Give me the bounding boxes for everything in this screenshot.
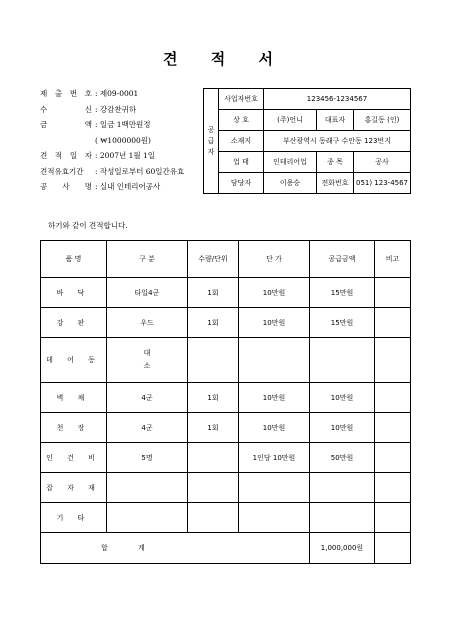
info-value: : 실내 인테리어공사 xyxy=(95,182,161,191)
cell-note xyxy=(375,308,411,338)
total-row xyxy=(41,533,411,564)
cell-amount: 10만원 xyxy=(310,383,375,413)
info-row-submit-no xyxy=(40,86,210,102)
info-row-validity xyxy=(40,164,210,180)
cell-note xyxy=(375,473,411,503)
ceo-label: 대표자 xyxy=(317,110,354,131)
manager-label: 담당자 xyxy=(219,173,264,194)
info-row-recipient xyxy=(40,102,210,118)
statement-text: 하기와 같이 견적합니다. xyxy=(48,221,128,230)
info-value: ( ₩1000000원) xyxy=(95,135,151,145)
business-type-label: 업 태 xyxy=(219,152,264,173)
cell-price: 10만원 xyxy=(239,413,310,443)
info-label: 공 사 명 xyxy=(40,182,92,191)
cell-price: 1인당 10만원 xyxy=(239,443,310,473)
cell-price xyxy=(239,338,310,383)
ceo-value: 홍길동 (인) xyxy=(354,110,411,131)
cell-qty: 1회 xyxy=(188,308,239,338)
cell-kind xyxy=(107,473,188,503)
info-value: : 일금 1백만원정 xyxy=(95,120,151,129)
company-value: (주)언니 xyxy=(264,110,317,131)
address-value: 부산광역시 동래구 수안동 123번지 xyxy=(264,131,411,152)
table-row xyxy=(41,503,411,533)
biz-no-value: 123456-1234567 xyxy=(264,89,411,110)
info-label xyxy=(40,133,92,149)
info-value: : 작성일로부터 60일간유효 xyxy=(95,166,185,176)
cell-amount: 10만원 xyxy=(310,413,375,443)
info-value: : 2007년 1월 1일 xyxy=(95,151,156,160)
cell-amount: 15만원 xyxy=(310,278,375,308)
total-label: 합 계 xyxy=(41,533,310,564)
cell-note xyxy=(375,383,411,413)
cell-name: 강 판 xyxy=(41,308,107,338)
info-label: 수 신 xyxy=(40,104,92,114)
cell-price xyxy=(239,473,310,503)
table-row xyxy=(41,338,411,383)
cell-qty: 1회 xyxy=(188,278,239,308)
total-amount: 1,000,000원 xyxy=(310,533,375,564)
cell-price: 10만원 xyxy=(239,308,310,338)
cell-kind: 우드 xyxy=(107,308,188,338)
total-note xyxy=(375,533,411,564)
header-supply-amount: 공급금액 xyxy=(310,241,375,278)
info-label: 견 적 일 자 xyxy=(40,151,92,160)
info-label: 견적유효기간 xyxy=(40,166,84,176)
cell-qty xyxy=(188,443,239,473)
cell-qty: 1회 xyxy=(188,413,239,443)
info-row-project xyxy=(40,179,210,195)
cell-note xyxy=(375,503,411,533)
info-row-amount-number xyxy=(40,133,210,149)
phone-label: 전화번호 xyxy=(317,173,354,194)
business-item-label: 종 목 xyxy=(317,152,354,173)
cell-name: 벽 채 xyxy=(41,383,107,413)
table-row xyxy=(41,383,411,413)
business-type-value: 인테리어업 xyxy=(264,152,317,173)
cell-kind: 5명 xyxy=(107,443,188,473)
cell-kind: 대 소 xyxy=(107,338,188,383)
cell-amount: 50만원 xyxy=(310,443,375,473)
cell-qty: 1회 xyxy=(188,383,239,413)
header-quantity: 수량/단위 xyxy=(188,241,239,278)
info-label: 금 액 xyxy=(40,120,92,129)
items-table xyxy=(40,240,411,564)
document-title: 견 적 서 xyxy=(163,50,287,68)
cell-amount xyxy=(310,503,375,533)
manager-value: 이용승 xyxy=(264,173,317,194)
cell-name: 잡 자 재 xyxy=(41,473,107,503)
header-item-name: 품 명 xyxy=(41,241,107,278)
supplier-table xyxy=(203,88,411,194)
side-char: 자 xyxy=(207,147,215,156)
cell-qty xyxy=(188,338,239,383)
table-header-row xyxy=(41,241,411,278)
cell-name: 기 타 xyxy=(41,503,107,533)
address-label: 소재지 xyxy=(219,131,264,152)
quote-info xyxy=(40,86,210,195)
cell-note xyxy=(375,413,411,443)
cell-name: 천 장 xyxy=(41,413,107,443)
cell-kind: 4군 xyxy=(107,413,188,443)
cell-price: 10만원 xyxy=(239,383,310,413)
side-char: 공 xyxy=(207,125,215,134)
table-row xyxy=(41,473,411,503)
cell-amount xyxy=(310,338,375,383)
biz-no-label: 사업자번호 xyxy=(219,89,264,110)
supplier-side-label xyxy=(204,89,219,194)
info-row-date xyxy=(40,148,210,164)
table-row xyxy=(41,443,411,473)
company-label: 상 호 xyxy=(219,110,264,131)
cell-name: 데 어 동 xyxy=(41,338,107,383)
cell-name: 바 닥 xyxy=(41,278,107,308)
header-unit-price: 단 가 xyxy=(239,241,310,278)
info-row-amount xyxy=(40,117,210,133)
business-item-value: 공사 xyxy=(354,152,411,173)
header-category: 구 분 xyxy=(107,241,188,278)
cell-price: 10만원 xyxy=(239,278,310,308)
cell-qty xyxy=(188,503,239,533)
header-note: 비고 xyxy=(375,241,411,278)
table-row xyxy=(41,413,411,443)
cell-qty xyxy=(188,473,239,503)
cell-note xyxy=(375,278,411,308)
cell-name: 인 건 비 xyxy=(41,443,107,473)
cell-note xyxy=(375,443,411,473)
cell-amount xyxy=(310,473,375,503)
info-value: : 제09-0001 xyxy=(95,89,139,98)
cell-kind: 타일4군 xyxy=(107,278,188,308)
phone-value: 051) 123-4567 xyxy=(354,173,411,194)
cell-kind xyxy=(107,503,188,533)
info-value: : 강감찬귀하 xyxy=(95,104,137,114)
cell-price xyxy=(239,503,310,533)
info-label: 제 출 번 호 xyxy=(40,89,92,98)
side-char: 급 xyxy=(207,136,215,145)
table-row xyxy=(41,308,411,338)
cell-note xyxy=(375,338,411,383)
table-row xyxy=(41,278,411,308)
cell-kind: 4군 xyxy=(107,383,188,413)
cell-amount: 15만원 xyxy=(310,308,375,338)
